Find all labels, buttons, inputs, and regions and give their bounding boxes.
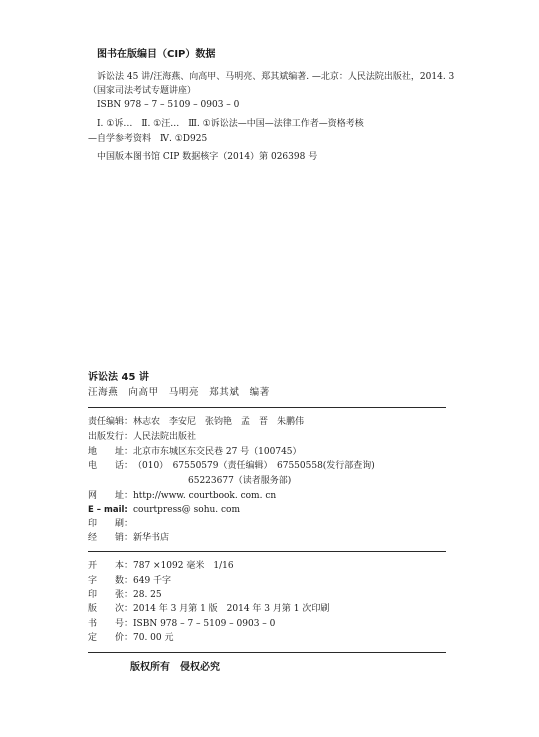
copyright-notice: 版权所有 侵权必究 <box>130 662 220 673</box>
book-authors: 汪海燕 向高甲 马明亮 郑其斌 编著 <box>88 387 270 398</box>
publisher-value: 人民法院出版社 <box>133 432 197 442</box>
print-sheets-row <box>88 589 162 601</box>
distributor-row <box>88 532 169 544</box>
word-count-row <box>88 575 171 587</box>
cip-line-series: （国家司法考试专题讲座） <box>88 86 197 96</box>
format-label: 开 本： <box>88 561 134 571</box>
format-value: 787 ×1092 毫米 1/16 <box>133 561 234 571</box>
cip-line-classification-cont: —自学参考资料 Ⅳ. ①D925 <box>88 134 208 144</box>
responsible-editors-label: 责任编辑： <box>88 417 134 427</box>
edition-value: 2014 年 3 月第 1 版 2014 年 3 月第 1 次印刷 <box>133 604 330 614</box>
address-value: 北京市东城区东交民巷 27 号（100745） <box>133 447 302 457</box>
book-title: 诉讼法 45 讲 <box>88 372 149 383</box>
website-label: 网 址： <box>88 491 134 501</box>
cip-line-classification: Ⅰ. ①诉… Ⅱ. ①汪… Ⅲ. ①诉讼法—中国—法律工作者—资格考核 <box>97 119 364 129</box>
website-row <box>88 490 276 502</box>
word-count-value: 649 千字 <box>133 576 172 586</box>
address-label: 地 址： <box>88 447 134 457</box>
responsible-editors-value: 林志农 李安尼 张钧艳 孟 晋 朱鹏伟 <box>133 417 305 427</box>
isbn-row <box>88 618 275 630</box>
price-label: 定 价： <box>88 633 134 643</box>
format-row <box>88 560 234 572</box>
divider-top <box>88 407 446 408</box>
isbn-label: 书 号： <box>88 619 134 629</box>
cip-line-record-number: 中国版本图书馆 CIP 数据核字（2014）第 026398 号 <box>97 152 318 162</box>
phone-label: 电 话： <box>88 461 134 471</box>
website-value: http://www. courtbook. com. cn <box>133 491 277 501</box>
edition-row <box>88 603 329 615</box>
divider-bottom <box>88 652 446 653</box>
email-value: courtpress@ sohu. com <box>133 505 241 515</box>
phone-row <box>88 460 375 472</box>
cip-line-isbn: ISBN 978 – 7 – 5109 – 0903 – 0 <box>97 100 240 110</box>
email-row <box>88 504 240 516</box>
phone-continued-value: 65223677（读者服务部) <box>188 476 292 486</box>
print-sheets-label: 印 张： <box>88 590 134 600</box>
printer-label: 印 刷： <box>88 519 134 529</box>
phone-value: （010） 67550579（责任编辑） 67550558(发行部查询) <box>133 461 375 471</box>
printer-row <box>88 518 133 530</box>
distributor-label: 经 销： <box>88 533 134 543</box>
publisher-label: 出版发行： <box>88 432 134 442</box>
address-row <box>88 446 302 458</box>
print-sheets-value: 28. 25 <box>133 590 162 600</box>
isbn-value: ISBN 978 – 7 – 5109 – 0903 – 0 <box>133 619 276 629</box>
edition-label: 版 次： <box>88 604 134 614</box>
cip-heading: 图书在版编目（CIP）数据 <box>97 49 216 60</box>
publisher-row <box>88 431 196 443</box>
divider-middle <box>88 551 446 552</box>
cip-line-title-author: 诉讼法 45 讲/汪海燕、向高甲、马明亮、郑其斌编著. —北京：人民法院出版社，2014. 3 <box>97 72 455 82</box>
price-row <box>88 632 174 644</box>
responsible-editors-row <box>88 416 304 428</box>
price-value: 70. 00 元 <box>133 633 174 643</box>
distributor-value: 新华书店 <box>133 533 170 543</box>
word-count-label: 字 数： <box>88 576 134 586</box>
email-label: E – mail: <box>88 505 128 515</box>
